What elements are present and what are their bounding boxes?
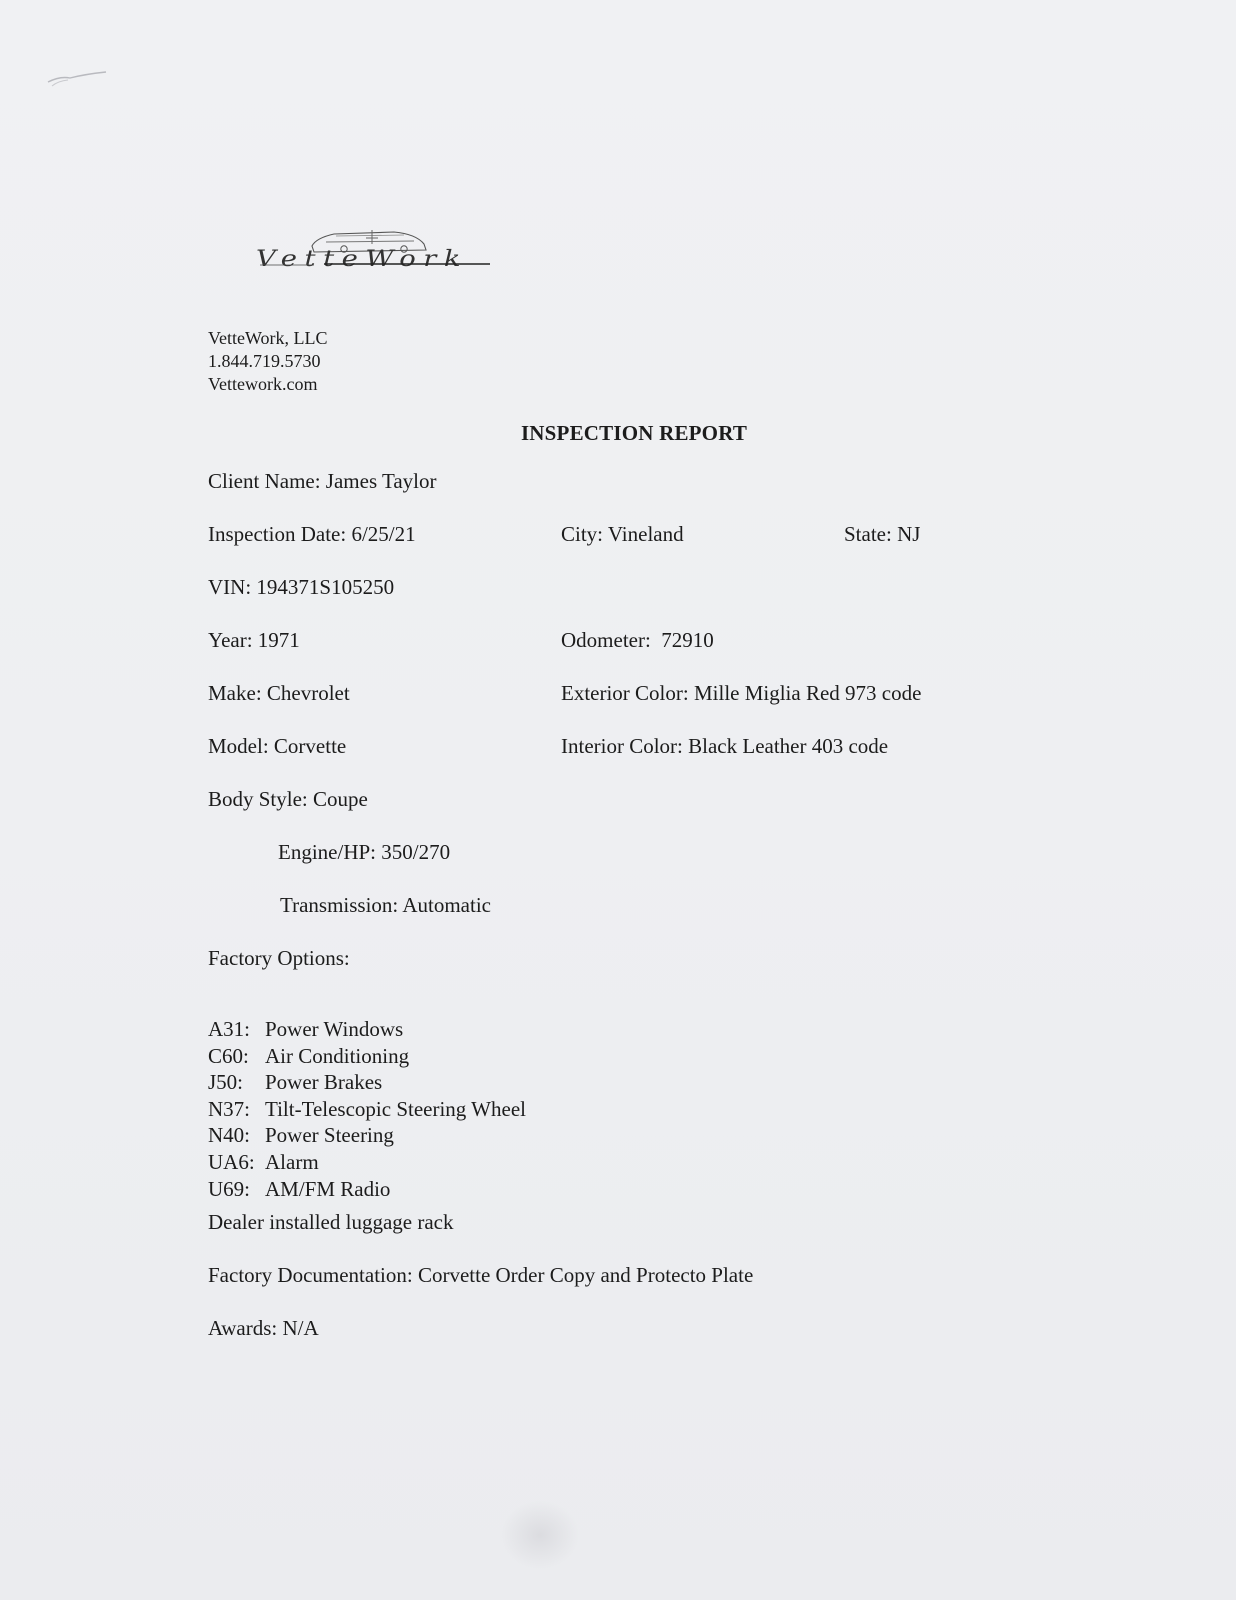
list-item: N37: Tilt-Telescopic Steering Wheel (208, 1096, 526, 1121)
model: Model: Corvette (208, 734, 347, 758)
paper-crease-mark (46, 66, 126, 90)
city: City: Vineland (561, 522, 684, 546)
list-item: UA6: Alarm (208, 1149, 319, 1174)
company-phone: 1.844.719.5730 (208, 351, 321, 371)
dealer-note: Dealer installed luggage rack (208, 1210, 454, 1234)
company-website: Vettework.com (208, 374, 318, 394)
year: Year: 1971 (208, 628, 300, 652)
odometer: Odometer: 72910 (561, 628, 714, 652)
inspection-date: Inspection Date: 6/25/21 (208, 522, 416, 546)
company-name: VetteWork, LLC (208, 328, 328, 348)
awards: Awards: N/A (208, 1316, 319, 1340)
list-item: J50: Power Brakes (208, 1070, 383, 1095)
vettework-logo (254, 222, 494, 274)
state: State: NJ (844, 522, 921, 546)
list-item: A31: Power Windows (208, 1017, 404, 1041)
factory-documentation: Factory Documentation: Corvette Order Copy and Protecto Plate (208, 1263, 754, 1287)
exterior-color: Exterior Color: Mille Miglia Red 973 code (561, 681, 922, 705)
factory-options-label: Factory Options: (208, 946, 350, 970)
list-item: C60: Air Conditioning (208, 1043, 410, 1068)
paper-smudge (500, 1500, 580, 1570)
factory-options-list (208, 1016, 526, 1202)
make: Make: Chevrolet (208, 681, 350, 705)
client-name: Client Name: James Taylor (208, 469, 437, 493)
list-item: N40: Power Steering (208, 1123, 394, 1148)
vin: VIN: 194371S105250 (208, 575, 395, 599)
report-title-row (0, 421, 1236, 446)
engine-hp: Engine/HP: 350/270 (278, 840, 451, 864)
corvette-car-logo-icon (254, 222, 494, 274)
body-style: Body Style: Coupe (208, 787, 368, 811)
report-title: INSPECTION REPORT (520, 421, 748, 445)
list-item: U69: AM/FM Radio (208, 1176, 391, 1201)
company-info (208, 327, 328, 396)
interior-color: Interior Color: Black Leather 403 code (561, 734, 889, 758)
svg-text:VetteWork: VetteWork (256, 247, 468, 272)
transmission: Transmission: Automatic (280, 893, 491, 917)
